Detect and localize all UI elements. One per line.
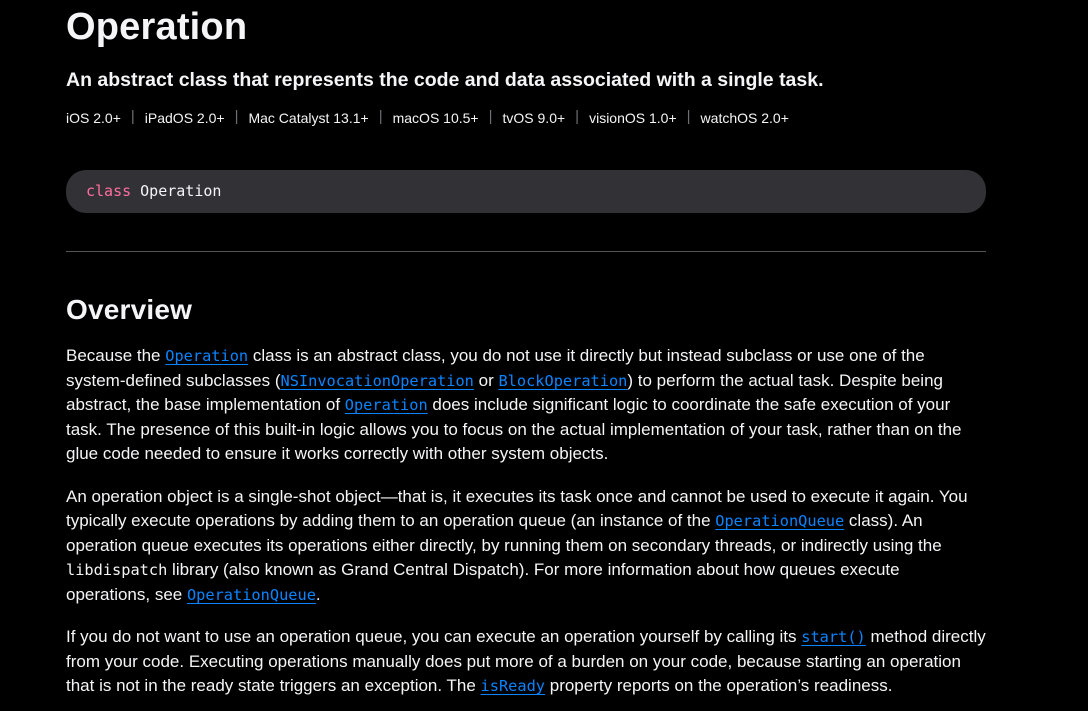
doc-header	[66, 6, 986, 128]
symbol-link[interactable]: OperationQueue	[715, 512, 845, 531]
overview-paragraphs	[66, 344, 986, 699]
symbol-link[interactable]: start()	[801, 628, 866, 647]
platform-badge: iPadOS 2.0+	[144, 110, 225, 127]
symbol-link[interactable]: Operation	[165, 347, 249, 366]
text-run: does include significant logic to coordinate the safe execution of your task. The presence of this built-in logic allows you to focus on the actual implementation of your task, rather than on the glue code needed to ensure it works correctly with other system objects.	[66, 395, 962, 464]
type-name-token: Operation	[140, 181, 222, 200]
platform-separator: |	[234, 108, 239, 126]
declaration-code	[86, 182, 221, 200]
section-divider	[66, 251, 986, 252]
text-run: class is an abstract class, you do not use it directly but instead subclass or use one of the system-defined subclasses (	[66, 346, 925, 390]
availability-row	[66, 108, 986, 128]
text-run: An operation object is a single-shot object—that is, it executes its task once and cannot be used to execute it again. You typically execute operations by adding them to an operation queue (an instance of the	[66, 486, 968, 531]
inline-code: libdispatch	[66, 561, 168, 580]
text-run: class). An operation queue executes its operations either directly, by running them on secondary threads, or indirectly using the	[66, 511, 942, 555]
page-title: Operation	[66, 6, 248, 48]
platform-badge: macOS 10.5+	[392, 110, 479, 127]
keyword-token: class	[86, 181, 132, 200]
text-run: If you do not want to use an operation queue, you can execute an operation yourself by calling its	[66, 627, 802, 647]
text-run: method directly from your code. Executing operations manually does put more of a burden on your code, because starting an operation that is not in the ready state triggers an exception. The	[66, 627, 986, 696]
text-run: library (also known as Grand Central Dispatch). For more information about how queues execute operations, see	[66, 560, 900, 604]
platform-badge: tvOS 9.0+	[502, 110, 566, 127]
symbol-link[interactable]: NSInvocationOperation	[280, 371, 474, 390]
text-run: property reports on the operation’s readiness.	[545, 676, 893, 696]
text-run: or	[473, 370, 499, 390]
overview-paragraph	[66, 344, 986, 467]
overview-paragraph	[66, 625, 986, 699]
platform-separator: |	[575, 108, 580, 126]
symbol-link[interactable]: Operation	[344, 396, 428, 415]
symbol-link[interactable]: OperationQueue	[186, 585, 316, 604]
overview-section	[66, 294, 986, 699]
platform-separator: |	[488, 108, 493, 126]
platform-separator: |	[130, 108, 135, 126]
platform-separator: |	[686, 108, 691, 126]
symbol-link[interactable]: isReady	[480, 677, 546, 696]
text-run: ) to perform the actual task. Despite being abstract, the base implementation of	[66, 370, 943, 415]
symbol-link[interactable]: BlockOperation	[498, 371, 628, 390]
platform-badge: watchOS 2.0+	[700, 110, 789, 127]
platform-badge: iOS 2.0+	[66, 110, 121, 127]
page-abstract: An abstract class that represents the code and data associated with a single task.	[66, 68, 824, 91]
platform-badge: Mac Catalyst 13.1+	[248, 110, 369, 127]
overview-heading: Overview	[66, 294, 193, 326]
text-run: .	[315, 584, 321, 604]
overview-paragraph	[66, 485, 986, 608]
text-run: Because the	[66, 346, 166, 366]
platform-separator: |	[378, 108, 383, 126]
platform-badge: visionOS 1.0+	[589, 110, 677, 127]
declaration-code-block	[66, 170, 986, 213]
